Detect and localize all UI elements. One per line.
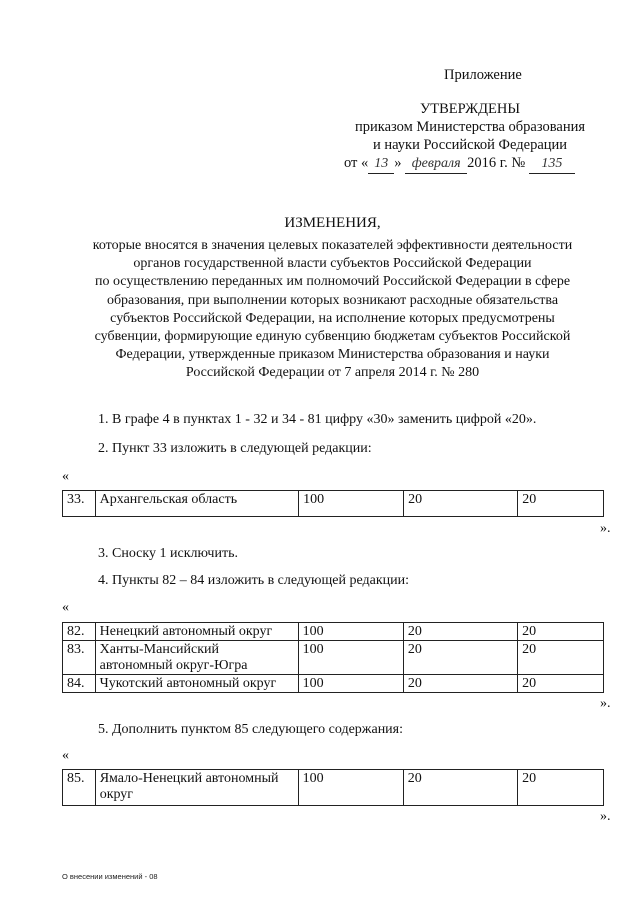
changes-title-text	[0, 237, 640, 383]
cell-name: Ненецкий автономный округ	[95, 623, 298, 641]
cell-a: 100	[298, 770, 403, 806]
cell-name: Ханты-Мансийский автономный округ-Югра	[95, 641, 298, 675]
table-row	[63, 770, 604, 806]
cell-num: 84.	[63, 675, 96, 693]
table-item-33	[62, 490, 604, 517]
date-month-handwritten: февраля	[405, 155, 467, 174]
title-line: Федерации, утвержденные приказом Министерства образования и науки	[115, 347, 550, 363]
cell-b: 20	[403, 623, 517, 641]
appendix-label: Приложение	[444, 67, 522, 83]
title-line: образования, при выполнении которых возникают расходные обязательства	[106, 292, 559, 308]
table-items-82-84	[62, 622, 604, 693]
cell-b: 20	[404, 491, 518, 517]
approval-date-line	[344, 154, 575, 174]
order-number-handwritten: 135	[529, 155, 575, 174]
date-year: 2016 г. №	[467, 155, 526, 171]
quote-open-3: «	[62, 748, 69, 763]
cell-a: 100	[298, 675, 403, 693]
item-2: 2. Пункт 33 изложить в следующей редакции:	[98, 441, 372, 456]
cell-c: 20	[518, 623, 604, 641]
cell-b: 20	[403, 641, 517, 675]
cell-a: 100	[298, 623, 403, 641]
quote-close-2: ».	[600, 696, 611, 711]
table-row	[63, 491, 604, 517]
item-5: 5. Дополнить пунктом 85 следующего содержания:	[98, 722, 404, 737]
quote-close-3: ».	[600, 809, 611, 824]
cell-b: 20	[403, 675, 517, 693]
cell-a: 100	[298, 641, 403, 675]
quote-close-1: ».	[600, 521, 611, 536]
table-row	[63, 623, 604, 641]
cell-num: 82.	[63, 623, 96, 641]
item-1: 1. В графе 4 в пунктах 1 - 32 и 34 - 81 цифру «30» заменить цифрой «20».	[98, 412, 537, 427]
item-4: 4. Пункты 82 – 84 изложить в следующей редакции:	[98, 573, 410, 588]
date-mid: »	[394, 155, 402, 171]
cell-b: 20	[403, 770, 517, 806]
title-line: субъектов Российской Федерации, на исполнение которых предусмотрены	[110, 310, 555, 326]
quote-open-2: «	[62, 600, 69, 615]
cell-a: 100	[299, 491, 404, 517]
approved-line-1: приказом Министерства образования	[354, 119, 586, 135]
cell-name: Архангельская область	[95, 491, 298, 517]
cell-name: Ямало-Ненецкий автономный округ	[95, 770, 298, 806]
title-line: субвенции, формирующие единую субвенцию бюджетам субъектов Российской	[94, 329, 571, 345]
cell-num: 85.	[63, 770, 96, 806]
table-item-85	[62, 769, 604, 806]
title-line: по осуществлению переданных им полномочий Российской Федерации в сфере	[94, 274, 571, 290]
cell-c: 20	[518, 770, 604, 806]
approved-line-2: и науки Российской Федерации	[372, 137, 568, 153]
title-line: которые вносятся в значения целевых показателей эффективности деятельности	[92, 238, 573, 253]
cell-num: 33.	[63, 491, 96, 517]
footer-note: О внесении изменений - 08	[62, 872, 158, 881]
approved-label: УТВЕРЖДЕНЫ	[419, 101, 521, 117]
table-row	[63, 641, 604, 675]
quote-open-1: «	[62, 469, 69, 484]
cell-c: 20	[518, 675, 604, 693]
changes-heading: ИЗМЕНЕНИЯ,	[284, 215, 381, 231]
cell-num: 83.	[63, 641, 96, 675]
title-line: органов государственной власти субъектов Российской Федерации	[133, 256, 532, 272]
table-row	[63, 675, 604, 693]
date-prefix: от «	[344, 155, 369, 171]
item-3: 3. Сноску 1 исключить.	[98, 546, 238, 561]
cell-name: Чукотский автономный округ	[95, 675, 298, 693]
cell-c: 20	[518, 641, 604, 675]
title-line: Российской Федерации от 7 апреля 2014 г. № 280	[185, 365, 480, 381]
date-day-handwritten: 13	[368, 155, 394, 174]
cell-c: 20	[518, 491, 604, 517]
